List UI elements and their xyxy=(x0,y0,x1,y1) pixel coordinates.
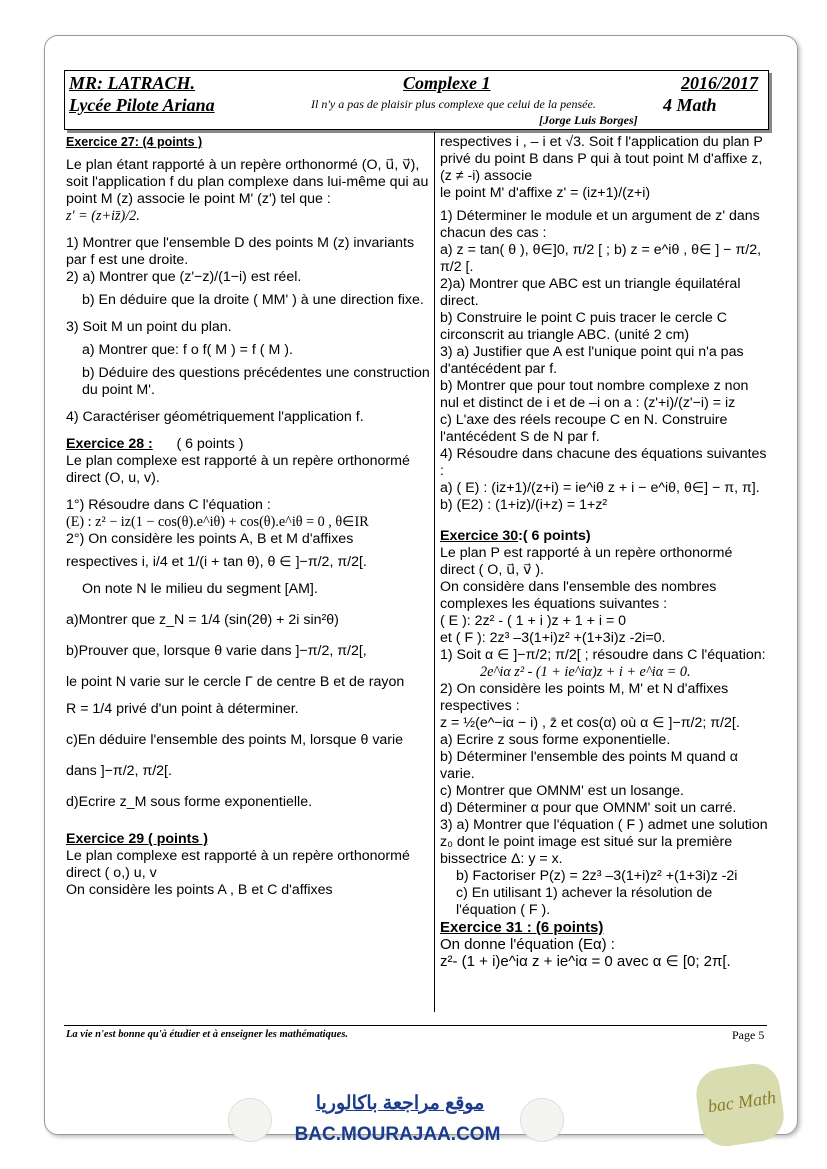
ex29-q2a: 2)a) Montrer que ABC est un triangle équilatéral direct. xyxy=(440,276,741,309)
ex30-qb: b) Déterminer l'ensemble des points M quand α varie. xyxy=(440,749,738,782)
page-number: Page 5 xyxy=(732,1028,765,1042)
footer-motto: La vie n'est bonne qu'à étudier et à enseigner les mathématiques. xyxy=(66,1029,349,1040)
ex29-q2b: b) Construire le point C puis tracer le cercle C circonscrit au triangle ABC. (unité 2 cm) xyxy=(440,310,728,343)
ex30-points: :( 6 points) xyxy=(518,528,591,544)
footer-rule xyxy=(64,1025,767,1026)
ex28-qc: c)En déduire l'ensemble des points M, lorsque θ varie xyxy=(66,732,404,748)
ex28-q1: 1°) Résoudre dans C l'équation : xyxy=(66,497,271,513)
ex28-q1-equation: (E) : z² − iz(1 − cos(θ).e^iθ) + cos(θ).e^iθ = 0 , θ∈IR xyxy=(66,514,369,530)
ex28-qd: d)Ecrire z_M sous forme exponentielle. xyxy=(66,794,313,810)
ex29-points: On considère les points A , B et C d'affixes xyxy=(66,882,333,898)
ex28-qb: b)Prouver que, lorsque θ varie dans ]−π/2, π/2[, xyxy=(66,643,367,659)
ex30-qc: c) Montrer que OMNM' est un losange. xyxy=(440,783,684,799)
ex27-q3b: b) Déduire des questions précédentes une construction du point M'. xyxy=(82,365,430,398)
ex29-affixes: respectives i , – i et √3. Soit f l'application du plan P privé du point B dans P qui à tout point M d'affixe z, (z ≠ -i) associe xyxy=(440,134,763,184)
ex30-qd: d) Déterminer α pour que OMNM' soit un carré. xyxy=(440,800,737,816)
ex31-equation: z²- (1 + i)e^iα z + ie^iα = 0 avec α ∈ [0; 2π[. xyxy=(440,953,731,970)
ex27-intro: Le plan étant rapporté à un repère orthonormé (O, u⃗, v⃗), soit l'application f du plan complexe dans lui-même qui au point M (z) associe le point M' (z') tel que : xyxy=(66,157,429,207)
ex27-q1: 1) Montrer que l'ensemble D des points M (z) invariants par f est une droite. xyxy=(66,235,415,268)
left-column xyxy=(66,134,430,899)
chapter-title: Complexe 1 xyxy=(403,73,491,93)
ex30-intro: Le plan P est rapporté à un repère orthonormé direct ( O, u⃗, v⃗ ). xyxy=(440,545,733,578)
ex29-q4a: a) ( E) : (iz+1)/(z+i) = ie^iθ z + i − e^iθ, θ∈] − π, π]. xyxy=(440,480,760,496)
school-name: Lycée Pilote Ariana xyxy=(69,95,215,115)
ex30-q3a: 3) a) Montrer que l'équation ( F ) admet une solution z₀ dont le point image est situé sur la première bissectrice Δ: y = x. xyxy=(440,817,768,867)
class-level: 4 Math xyxy=(663,95,717,115)
exercise-27-title: Exercice 27: (4 points ) xyxy=(66,135,203,149)
exercise-30-title: Exercice 30 xyxy=(440,528,519,544)
ex30-q1: 1) Soit α ∈ ]−π/2; π/2[ ; résoudre dans C l'équation: xyxy=(440,647,766,663)
ex30-qa: a) Ecrire z sous forme exponentielle. xyxy=(440,732,671,748)
ex29-intro: Le plan complexe est rapporté à un repère orthonormé direct ( o,) u, v xyxy=(66,848,410,881)
right-column xyxy=(440,134,770,970)
right-logo-icon xyxy=(520,1098,564,1142)
ex29-q1: 1) Déterminer le module et un argument de z' dans chacun des cas : xyxy=(440,208,760,241)
ex27-q2b: b) En déduire que la droite ( MM' ) à une direction fixe. xyxy=(82,292,424,308)
ex30-equations-intro: On considère dans l'ensemble des nombres complexes les équations suivantes : xyxy=(440,579,717,612)
quote-author: [Jorge Luis Borges] xyxy=(539,113,638,127)
watermark-url[interactable]: BAC.MOURAJAA.COM xyxy=(294,1124,501,1145)
ex27-q2a: 2) a) Montrer que (z'−z)/(1−i) est réel. xyxy=(66,269,302,285)
ex28-points: ( 6 points ) xyxy=(176,436,244,452)
ex28-q2-affixes: respectives i, i/4 et 1/(i + tan θ), θ ∈ ]−π/2, π/2[. xyxy=(66,554,367,570)
exercise-29-title: Exercice 29 ( points ) xyxy=(66,831,208,847)
ex29-q3a: 3) a) Justifier que A est l'unique point qui n'a pas d'antécédent par f. xyxy=(440,344,744,377)
ex27-q4: 4) Caractériser géométriquement l'application f. xyxy=(66,409,364,425)
ex30-q3c: c) En utilisant 1) achever la résolution de l'équation ( F ). xyxy=(456,885,713,918)
exercise-28-title: Exercice 28 : xyxy=(66,436,153,452)
ex28-qb-radius: R = 1/4 privé d'un point à déterminer. xyxy=(66,701,299,717)
ex30-q1-equation: 2e^iα z² - (1 + ie^iα)z + i + e^iα = 0. xyxy=(480,664,691,680)
ex28-qb-circle: le point N varie sur le cercle Γ de centre B et de rayon xyxy=(66,674,405,690)
left-logo-icon xyxy=(228,1098,272,1142)
badge-label: bac Math xyxy=(706,1087,778,1117)
ex30-q2-values: z = ½(e^−iα − i) , z̄ et cos(α) où α ∈ ]−π/2; π/2[. xyxy=(440,715,740,731)
ex30-equation-f: et ( F ): 2z³ –3(1+i)z² +(1+3i)z -2i=0. xyxy=(440,630,666,646)
ex28-q2: 2°) On considère les points A, B et M d'affixes xyxy=(66,531,354,547)
school-year: 2016/2017 xyxy=(681,73,759,93)
ex31-intro: On donne l'équation (Eα) : xyxy=(440,936,615,953)
watermark-arabic: موقع مراجعة باكالوريا xyxy=(315,1093,485,1114)
column-divider xyxy=(434,132,435,1012)
teacher-name: MR: LATRACH. xyxy=(69,73,196,93)
ex30-equation-e: ( E ): 2z² - ( 1 + i )z + 1 + i = 0 xyxy=(440,613,627,629)
ex29-map: le point M' d'affixe z' = (iz+1)/(z+i) xyxy=(440,185,651,201)
ex28-q2-midpoint: On note N le milieu du segment [AM]. xyxy=(82,581,318,597)
ex28-qa: a)Montrer que z_N = 1/4 (sin(2θ) + 2i sin²θ) xyxy=(66,612,339,628)
exercise-31-title: Exercice 31 : (6 points) xyxy=(440,919,604,936)
ex29-q4: 4) Résoudre dans chacune des équations suivantes : xyxy=(440,446,767,479)
ex29-q1a: a) z = tan( θ ), θ∈]0, π/2 [ ; b) z = e^iθ , θ∈ ] − π/2, π/2 [. xyxy=(440,242,762,275)
ex27-q3a: a) Montrer que: f o f( M ) = f ( M ). xyxy=(82,342,293,358)
page-header xyxy=(64,70,769,130)
ex27-formula: z' = (z+iz̄)/2. xyxy=(66,208,140,224)
ex29-q3b: b) Montrer que pour tout nombre complexe z non nul et distinct de i et de –i on a : (z'+i)/(z'−i) = iz xyxy=(440,378,749,411)
bac-math-badge-icon xyxy=(693,1061,787,1150)
ex29-q4b: b) (E2) : (1+iz)/(i+z) = 1+z² xyxy=(440,497,608,513)
ex30-q2: 2) On considère les points M, M' et N d'affixes respectives : xyxy=(440,681,729,714)
ex27-q3: 3) Soit M un point du plan. xyxy=(66,319,232,335)
header-quote: Il n'y a pas de plaisir plus complexe que celui de la pensée. xyxy=(311,97,596,111)
ex30-q3b: b) Factoriser P(z) = 2z³ –3(1+i)z² +(1+3i)z -2i xyxy=(456,868,738,884)
ex29-q3c: c) L'axe des réels recoupe C en N. Construire l'antécédent S de N par f. xyxy=(440,412,728,445)
ex28-qc-interval: dans ]−π/2, π/2[. xyxy=(66,763,172,779)
ex28-intro: Le plan complexe est rapporté à un repère orthonormé direct (O, u, v). xyxy=(66,453,410,486)
